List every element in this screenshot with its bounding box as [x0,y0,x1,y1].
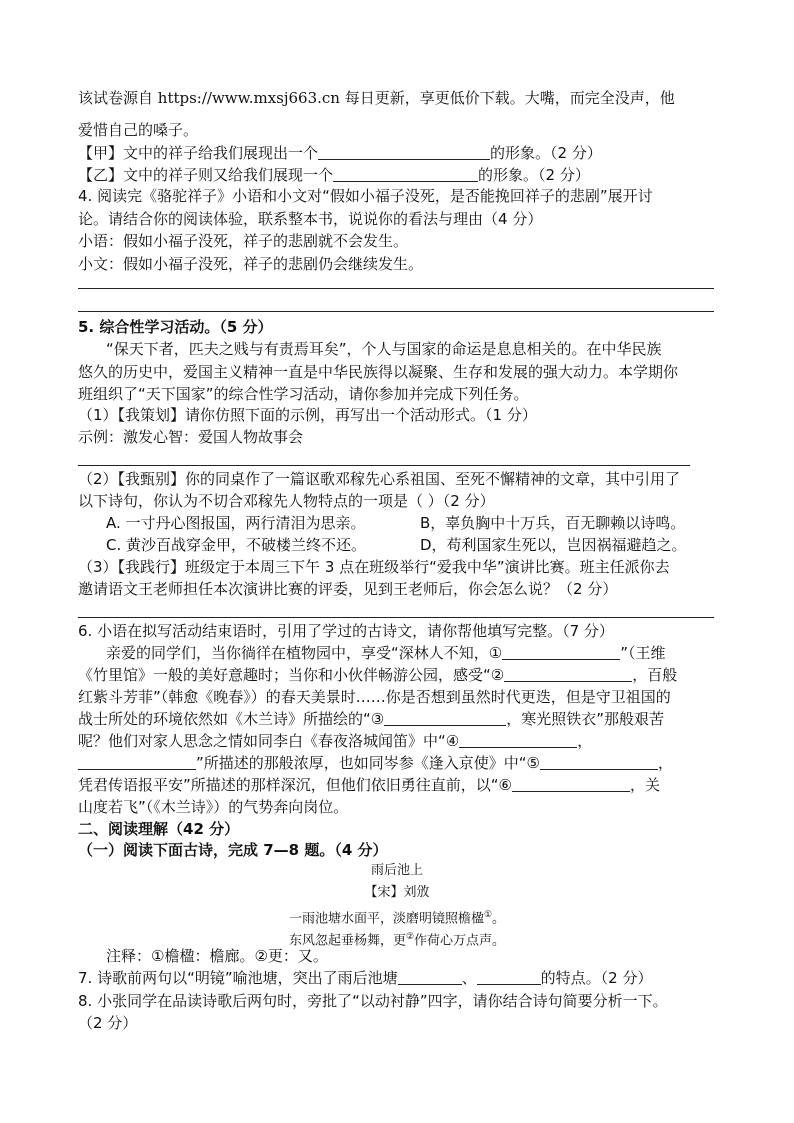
q8-line2: （2 分） [78,1014,138,1032]
q6-line6: ”所描述的那般浓厚，也如同岑参《逢入京使》中“⑤ ， [78,753,673,773]
poem-title: 雨后池上 [370,863,423,878]
poem-line1: 一雨池塘水面平，淡磨明镜照檐楹①。 [288,910,506,927]
q4-line2: 论。请结合你的阅读体验，联系整本书，说说你的看法与理由（4 分） [78,210,543,228]
source-header-line: 该试卷源自 https://www.mxsj663.cn 每日更新，享更低价下载。大嘴，而完全没声，他 [78,89,675,107]
section-title: 二、阅读理解（42 分） [78,820,240,838]
source-url[interactable]: https://www.mxsj663.cn [157,89,340,107]
poem-blank-5[interactable] [540,755,658,770]
q5-task3-line1: （3）【我践行】班级定于本周三下午 3 点在班级举行“爱我中华”演讲比赛。班主任派你去 [78,558,670,576]
q6-line8: 山度若飞”（《木兰诗》）的气势奔向岗位。 [78,798,349,816]
q5-para-line3: 班组织了“天下国家”的综合性学习活动，请你参加并完成下列任务。 [78,385,529,403]
question-jia: 【甲】文中的祥子给我们展现出一个 的形象。（2 分） [78,144,602,162]
q5-para-line1: “保天下者，匹夫之贱与有责焉耳矣”，个人与国家的命运是息息相关的。在中华民族 [106,340,662,358]
poem-line2: 东风忽起垂杨舞，更②作荷心万点声。 [288,932,506,949]
q5-task3-line2: 邀请语文王老师担任本次演讲比赛的评委，见到王老师后，你会怎么说？（2 分） [78,580,618,598]
answer-line[interactable] [78,311,714,312]
poem-author: 【宋】刘攽 [364,885,430,900]
poem-blank-4-cont[interactable] [78,755,196,770]
q4-line1: 4. 阅读完《骆驼祥子》小语和小文对“假如小福子没死，是否能挽回祥子的悲剧”展开讨 [78,187,653,205]
poem-blank-4[interactable] [459,733,577,748]
q5-task1: （1）【我策划】请你仿照下面的示例，再写出一个活动形式。（1 分） [78,406,537,424]
option-a[interactable]: A. 一寸丹心图报国，两行清泪为思亲。 [106,514,366,532]
q6-line7: 凭君传语报平安”所描述的那样深沉，但他们依旧勇往直前，以“⑥ ，关 [78,776,661,794]
q6-line3: 红紫斗芳菲”（韩愈《晚春》）的春天美景时……你是否想到虽然时代更迭，但是守卫祖国的 [78,688,671,706]
answer-line[interactable] [78,288,714,289]
q6-line1: 亲爱的同学们，当你徜徉在植物园中，享受“深林人不知，① ”（王维 [106,644,666,662]
q5-para-line2: 悠久的历史中，爱国主义精神一直是中华民族得以凝聚、生存和发展的强大动力。本学期你 [78,363,679,381]
poem-blank-6[interactable] [512,777,630,792]
poem-blank-3[interactable] [384,711,506,726]
section-subtitle: （一）阅读下面古诗，完成 7—8 题。（4 分） [78,841,388,859]
q5-example: 示例：激发心智：爱国人物故事会 [78,428,304,446]
poem-note: 注释：①檐楹：檐廊。②更：又。 [106,947,328,965]
q6-line5: 呢？他们对家人思念之情如同李白《春夜洛城闻笛》中“④ ， [78,732,593,750]
q5-task2-line2: 以下诗句，你认为不切合邓稼先人物特点的一项是（ ）（2 分） [78,492,495,510]
option-c[interactable]: C. 黄沙百战穿金甲，不破楼兰终不还。 [106,536,367,554]
q4-xiaowen: 小文：假如小福子没死，祥子的悲剧仍会继续发生。 [78,255,424,273]
answer-line[interactable] [78,465,690,466]
q6-line4: 战士所处的环境依然如《木兰诗》所描绘的“③ ，寒光照铁衣”那般艰苦 [78,710,665,728]
header-continuation: 爱惜自己的嗓子。 [78,121,199,139]
answer-line[interactable] [78,617,714,618]
q5-task2-line1: （2）【我甄别】你的同桌作了一篇讴歌邓稼先心系祖国、至死不懈精神的文章，其中引用了 [78,470,681,488]
answer-blank-q7-2[interactable] [477,970,541,985]
poem-blank-1[interactable] [502,645,620,660]
question-yi: 【乙】文中的祥子则又给我们展现一个 的形象。（2 分） [78,166,590,184]
q6-line2: 《竹里馆》一般的美好意趣时；当你和小伙伴畅游公园，感受“② ，百般 [78,666,678,684]
q6-title: 6. 小语在拟写活动结束语时，引用了学过的古诗文，请你帮他填写完整。（7 分） [78,622,614,640]
q7: 7. 诗歌前两句以“明镜”喻池塘，突出了雨后池塘 、 的特点。（2 分） [78,969,653,987]
q5-title: 5. 综合性学习活动。（5 分） [78,318,273,336]
q8-line1: 8. 小张同学在品读诗歌后两句时，旁批了“以动衬静”四字，请你结合诗句简要分析一下。 [78,992,668,1010]
footnote-mark: ① [483,910,493,920]
answer-blank-q7-1[interactable] [398,970,462,985]
q4-xiaoyu: 小语：假如小福子没死，祥子的悲剧就不会发生。 [78,232,409,250]
answer-blank-jia[interactable] [318,145,490,160]
footnote-mark: ② [405,932,415,942]
option-d[interactable]: D，苟利国家生死以，岂因祸福避趋之。 [420,536,687,554]
answer-blank-yi[interactable] [333,167,478,182]
poem-blank-2[interactable] [504,667,632,682]
option-b[interactable]: B，辜负胸中十万兵，百无聊赖以诗鸣。 [420,514,686,532]
